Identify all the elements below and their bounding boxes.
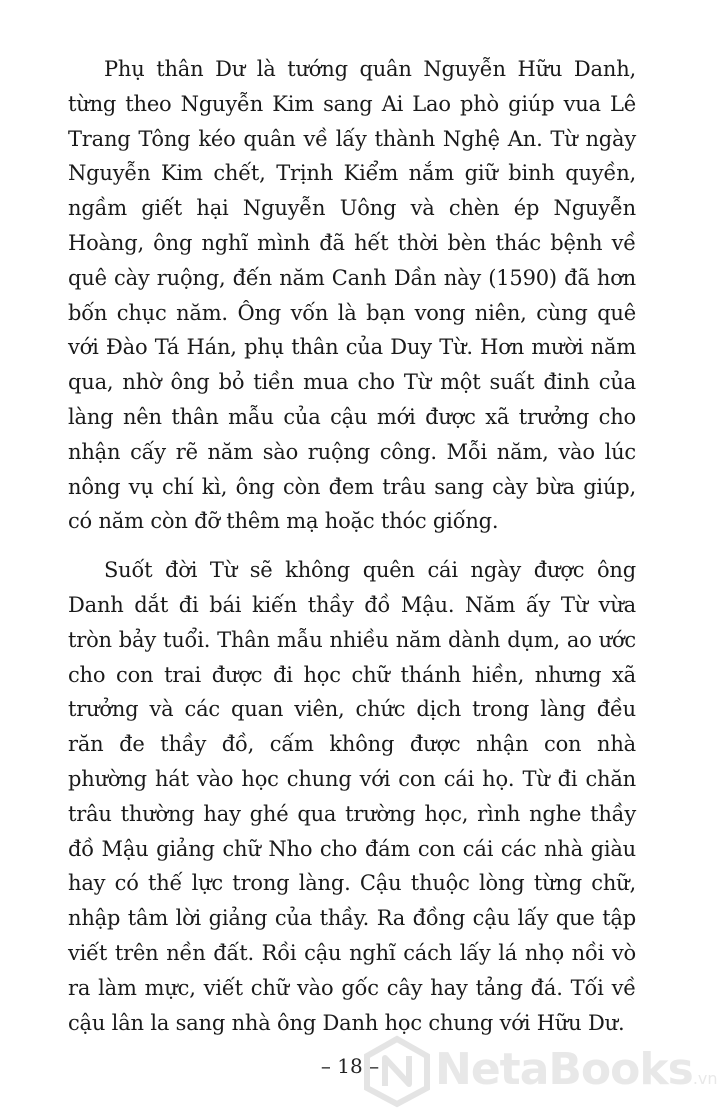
- netabooks-logo-icon: [363, 1036, 431, 1106]
- page-body: [68, 52, 636, 1040]
- watermark-suffix: .vn: [692, 1069, 718, 1088]
- page-number: – 18 –: [320, 1054, 380, 1078]
- paragraph-1: Phụ thân Dư là tướng quân Nguyễn Hữu Danh, từng theo Nguyễn Kim sang Ai Lao phò giúp vua Lê Trang Tông kéo quân về lấy thành Nghệ An. Từ ngày Nguyễn Kim chết, Trịnh Kiểm nắm giữ binh quyền, ngầm giết hại Nguyễn Uông và chèn ép Nguyễn Hoàng, ông nghĩ mình đã hết thời bèn thác bệnh về quê cày ruộng, đến năm Canh Dần này (1590) đã hơn bốn chục năm. Ông vốn là bạn vong niên, cùng quê với Đào Tá Hán, phụ thân của Duy Từ. Hơn mười năm qua, nhờ ông bỏ tiền mua cho Từ một suất đinh của làng nên thân mẫu của cậu mới được xã trưởng cho nhận cấy rẽ năm sào ruộng công. Mỗi năm, vào lúc nông vụ chí kì, ông còn đem trâu sang cày bừa giúp, có năm còn đỡ thêm mạ hoặc thóc giống.: [68, 57, 636, 534]
- paragraph-2: Suốt đời Từ sẽ không quên cái ngày được ông Danh dắt đi bái kiến thầy đồ Mậu. Năm ấy Từ vừa tròn bảy tuổi. Thân mẫu nhiều năm dành dụm, ao ước cho con trai được đi học chữ thánh hiền, nhưng xã trưởng và các quan viên, chức dịch trong làng đều răn đe thầy đồ, cấm không được nhận con nhà phường hát vào học chung với con cái họ. Từ đi chăn trâu thường hay ghé qua trường học, rình nghe thầy đồ Mậu giảng chữ Nho cho đám con cái các nhà giàu hay có thế lực trong làng. Cậu thuộc lòng từng chữ, nhập tâm lời giảng của thầy. Ra đồng cậu lấy que tập viết trên nền đất. Rồi cậu nghĩ cách lấy lá nhọ nồi vò ra làm mực, viết chữ vào gốc cây hay tảng đá. Tối về cậu lân la sang nhà ông Danh học chung với Hữu Dư.: [68, 558, 636, 1035]
- watermark-brand: NetaBooks: [435, 1044, 693, 1095]
- watermark: [363, 1034, 718, 1110]
- watermark-text: [435, 1044, 718, 1095]
